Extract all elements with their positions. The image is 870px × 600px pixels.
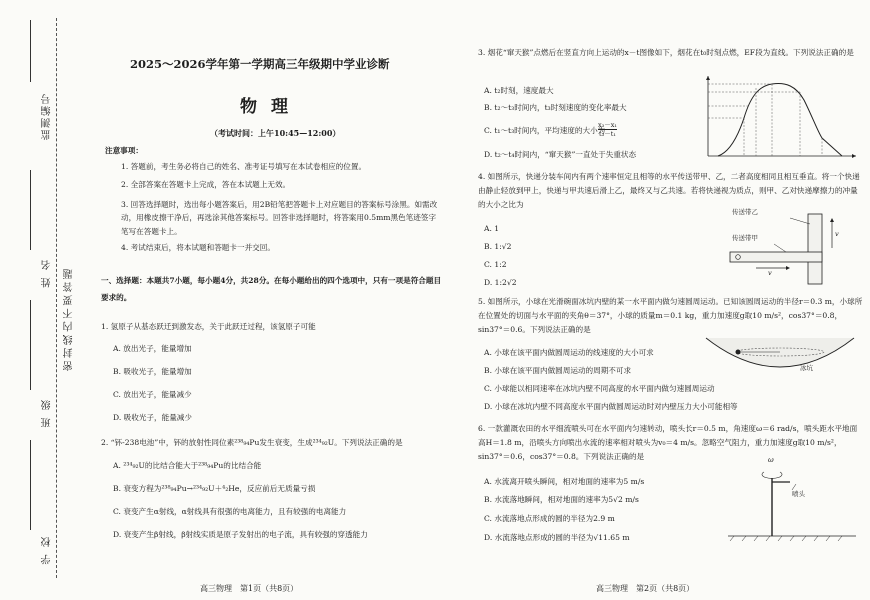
subject-title: 物理 <box>240 97 302 117</box>
q6-option-d: D. 水流落地点形成的圆的半径为√11.65 m <box>484 533 630 542</box>
belt-yi-v-label: v <box>835 230 839 238</box>
q6-option-b: B. 水流落地瞬间，相对地面的速率为5√2 m/s <box>484 495 639 504</box>
class-underline <box>30 300 31 390</box>
exam-title: 2025～2026学年第一学期高三年级期中学业诊断 <box>130 57 390 71</box>
q2-option-d: D. 衰变产生β射线，β射线实质是原子发射出的电子流，具有较强的穿透能力 <box>113 530 368 539</box>
q3-stem: 3. 烟花“窜天猴”点燃后在竖直方向上运动的x－t图像如下，烟花在t₀时刻点燃，EF段为直线。下列说法正确的是 <box>478 48 854 57</box>
q4-option-c: C. 1:2 <box>484 260 507 269</box>
nozzle-label: 喷头 <box>792 490 805 498</box>
ice-pit <box>706 338 854 367</box>
footer-left: 高三物理 第1页（共8页） <box>200 584 299 593</box>
omega-label: ω <box>768 456 774 464</box>
belt-yi <box>808 214 822 284</box>
name-label: 姓 名 <box>42 258 53 288</box>
note-item: 3. 回答选择题时，选出每小题答案后，用2B铅笔把答题卡上对应题目的答案标号涂黑。如需改动，用橡皮擦干净后，再选涂其他答案标号。回答非选择题时，将答案用0.5mm黑色笔迹签字笔写在答题卡上。 <box>121 200 438 236</box>
seal-text: 密 封 线 内 不 要 答 题 <box>64 268 75 372</box>
q6-sprinkler-svg <box>728 456 858 542</box>
binding-margin <box>0 0 88 600</box>
q5-option-d: D. 小球在冰坑内壁不同高度水平面内做圆周运动时对内壁压力大小可能相等 <box>484 402 738 411</box>
exam-number-underline <box>30 20 31 82</box>
q5-option-c: C. 小球能以相同速率在冰坑内壁不同高度的水平面内做匀速圆周运动 <box>484 384 715 393</box>
q3-option-d: D. t₂～t₄时间内，“窜天猴”一直处于失重状态 <box>484 150 637 159</box>
q6-sprinkler-diagram <box>728 456 858 542</box>
ground-hatch <box>730 536 842 541</box>
q1-option-b: B. 吸收光子，能量增加 <box>113 367 192 376</box>
q4-option-b: B. 1:√2 <box>484 242 512 251</box>
exam-time: （考试时间：上午10:45—12:00） <box>210 128 341 138</box>
q4-option-d: D. 1:2√2 <box>484 278 517 287</box>
belt-jia-v-label: v <box>768 269 772 277</box>
footer-right: 高三物理 第2页（共8页） <box>596 584 695 593</box>
belt-jia-label: 传送带甲 <box>732 234 758 242</box>
q3-fraction-denominator: t₃－t₁ <box>599 130 616 139</box>
q3-option-b: B. t₂～t₃时间内，t₃时刻速度的变化率最大 <box>484 103 627 112</box>
rotation-arc <box>762 472 782 478</box>
class-label: 班 级 <box>42 398 53 428</box>
school-label: 学 校 <box>42 535 53 565</box>
q3-option-a: A. t₂时刻，速度最大 <box>484 86 554 95</box>
q4-stem: 4. 如图所示，快递分装车间内有两个速率恒定且相等的水平传送带甲、乙，二者高度相同且相互垂直。将一个快递由静止轻放到甲上，快递与甲共速后滑上乙，最终又与乙共速。若将快递视为质点，则甲、乙对快递摩擦力的冲量的大小之比为 <box>478 172 860 210</box>
note-item: 2. 全部答案在答题卡上完成，答在本试题上无效。 <box>121 180 291 189</box>
q1-option-d: D. 吸收光子，能量减少 <box>113 413 192 422</box>
name-underline <box>30 170 31 250</box>
q4-conveyor-svg <box>728 208 860 286</box>
belt-jia <box>730 252 822 262</box>
school-underline <box>30 440 31 530</box>
q5-ice-pit-diagram <box>700 330 860 376</box>
q3-option-c: C. t₁～t₃时间内，平均速度的大小为 <box>484 126 606 135</box>
seal-dashed-line <box>56 18 57 578</box>
q2-option-b: B. 衰变方程为²³⁸₉₄Pu→²³⁴₉₂U＋⁴₂He，反应前后无质量亏损 <box>113 484 316 493</box>
q2-option-a: A. ²³⁴₉₂U的比结合能大于²³⁸₉₄Pu的比结合能 <box>113 461 262 470</box>
y-axis-arrow <box>706 76 710 80</box>
q1-stem: 1. 氢原子从基态跃迁到激发态，关于此跃迁过程，该氢原子可能 <box>101 322 316 331</box>
note-item: 4. 考试结束后，将本试题和答题卡一并交回。 <box>121 243 275 252</box>
q3-fraction <box>598 121 617 138</box>
section1-heading: 一、选择题：本题共7小题，每小题4分，共28分。在每小题给出的四个选项中，只有一项是符合题目要求的。 <box>101 276 442 303</box>
exam-number-label: 监测编号 <box>42 92 53 140</box>
q5-option-b: B. 小球在该平面内做圆周运动的周期不可求 <box>484 366 632 375</box>
notes-heading: 注意事项： <box>105 146 143 155</box>
q6-stem: 6. 一款灌溉农田的水平细流喷头可在水平面内匀速转动，喷头长r＝0.5 m，角速度ω＝6 rad/s，喷头距水平地面高H＝1.8 m，沿喷头方向喷出水流的速率相对喷头为v₀＝4 m/s。忽略空气阻力，重力加速度g取10 m/s²，sin37°＝0.6，cos37°＝0.8。下列说法正确的是 <box>478 424 858 462</box>
x-axis-arrow <box>852 154 856 158</box>
belt-yi-label: 传送带乙 <box>732 208 758 216</box>
v-arrowhead-yi <box>830 218 834 222</box>
q2-option-c: C. 衰变产生α射线，α射线具有很强的电离能力，且有较强的电离能力 <box>113 507 347 516</box>
v-arrowhead-jia <box>786 266 790 270</box>
q2-stem: 2. “钚-238电池”中，钚的放射性同位素²³⁸₉₄Pu发生衰变，生成²³⁴₉₂U。下列说法正确的是 <box>101 438 403 447</box>
note-item: 1. 答题前，考生务必将自己的姓名、准考证号填写在本试卷相应的位置。 <box>121 162 367 171</box>
q1-option-a: A. 放出光子，能量增加 <box>113 344 192 353</box>
xt-curve <box>718 84 842 156</box>
q4-option-a: A. 1 <box>484 224 500 233</box>
q3-xt-graph <box>700 72 860 164</box>
q6-option-c: C. 水流落地点形成的圆的半径为2.9 m <box>484 514 615 523</box>
q5-ice-pit-svg <box>700 330 860 376</box>
q4-conveyor-diagram <box>728 208 860 286</box>
ice-pit-label: 冰坑 <box>800 364 813 372</box>
q5-option-a: A. 小球在该平面内做圆周运动的线速度的大小可求 <box>484 348 654 357</box>
q3-fraction-numerator: x₃－x₁ <box>598 121 618 129</box>
q6-option-a: A. 水流离开喷头瞬间，相对地面的速率为5 m/s <box>484 477 645 486</box>
q1-option-c: C. 放出光子，能量减少 <box>113 390 192 399</box>
jia-leader <box>774 244 786 252</box>
yi-leader <box>790 218 810 224</box>
guide-lines <box>708 84 822 156</box>
q5-stem: 5. 如图所示，小球在光滑碗面冰坑内壁的某一水平面内做匀速圆周运动。已知该圆周运动的半径r＝0.3 m，小球所在位置处的切面与水平面的夹角θ＝37°，小球的质量m＝0.1 kg，重力加速度g取10 m/s²，cos37°＝0.8，sin37°＝0.6。下列说法正确的是 <box>478 297 863 335</box>
